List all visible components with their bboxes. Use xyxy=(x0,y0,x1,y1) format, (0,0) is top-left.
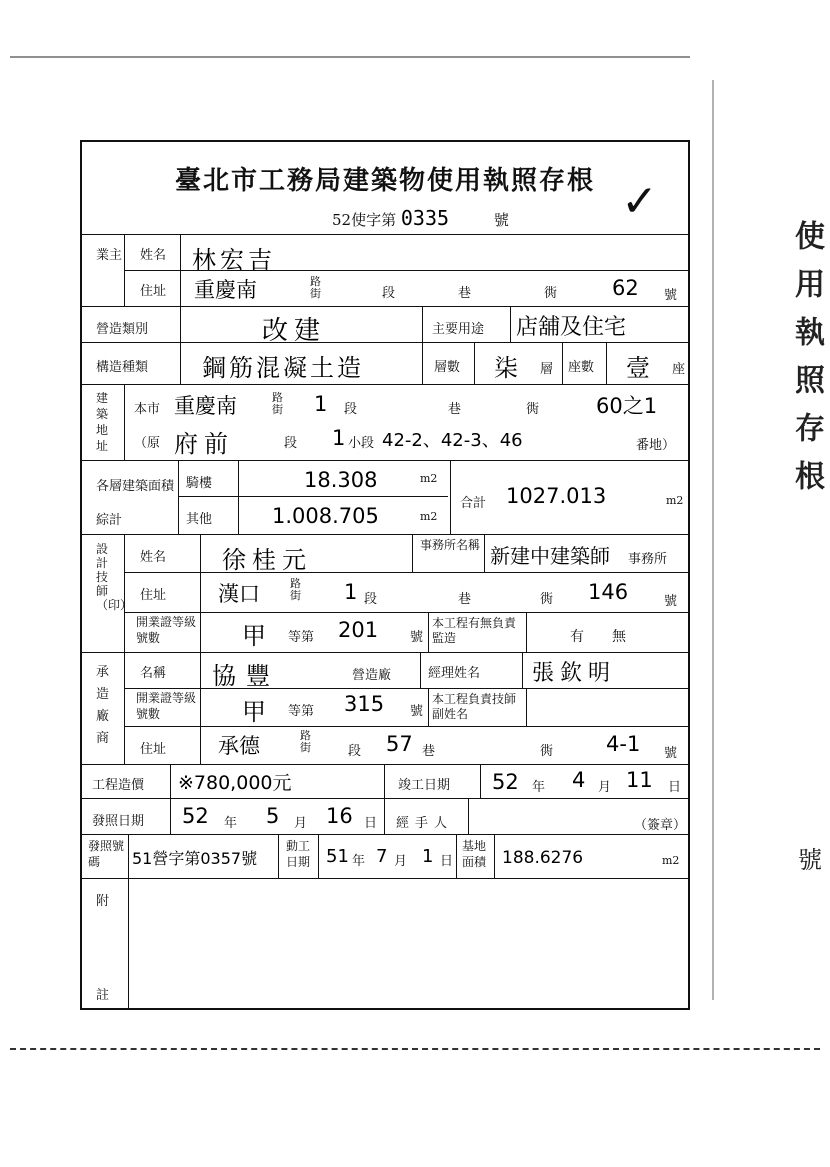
rule-7 xyxy=(82,652,688,653)
permit-number-value: 0335 xyxy=(400,206,450,230)
designer-office-value-divider xyxy=(484,534,485,572)
site-area-unit: m2 xyxy=(662,854,680,867)
owner-name-label: 姓名 xyxy=(140,248,167,263)
designer-house-unit: 號 xyxy=(664,594,678,609)
notes-divider xyxy=(128,878,129,1010)
start-value-divider xyxy=(318,834,319,878)
site-lot-unit: 番地） xyxy=(636,438,676,453)
contractor-lane: 57 xyxy=(386,732,413,756)
designer-license-grade: 甲 xyxy=(242,622,266,650)
designer-divider xyxy=(124,534,125,652)
margin-right-column: 使用執照存根 xyxy=(789,220,824,508)
designer-office: 新建中建築師 xyxy=(490,544,610,568)
area-other-unit: m2 xyxy=(420,510,438,523)
floors-label: 層數 xyxy=(434,360,461,375)
start-label: 動工日期 xyxy=(286,839,311,869)
completion-day: 11 xyxy=(626,768,653,792)
permit-stub-form xyxy=(80,140,690,1010)
owner-address-label: 住址 xyxy=(140,284,167,299)
site-area-value: 188.6276 xyxy=(502,848,584,868)
contractor-engineer-value-divider xyxy=(526,688,527,726)
site-city-prefix: 本市 xyxy=(134,402,161,417)
area-arcade-unit: m2 xyxy=(420,472,438,485)
completion-year-unit: 年 xyxy=(532,780,546,795)
build-permit-value: 51營字第0357號 xyxy=(132,849,258,868)
site-section: 1 xyxy=(314,392,328,416)
designer-name-label: 姓名 xyxy=(140,550,167,565)
seal-label: （簽章） xyxy=(634,818,687,833)
site-road: 重慶南 xyxy=(174,394,237,418)
contractor-name-suffix: 營造廠 xyxy=(352,668,392,683)
designer-license-mid: 等第 xyxy=(288,630,315,645)
build-permit-divider xyxy=(128,834,129,878)
owner-label-divider xyxy=(180,234,181,306)
contractor-engineer-divider xyxy=(428,688,429,726)
contractor-license-no: 315 xyxy=(344,692,385,716)
owner-road: 重慶南 xyxy=(194,278,257,302)
completion-divider xyxy=(384,764,385,798)
issue-day: 16 xyxy=(326,804,353,828)
site-area-divider xyxy=(456,834,457,878)
contractor-house-no: 4-1 xyxy=(606,732,641,756)
site-street-unit: 衖 xyxy=(526,402,540,417)
designer-section-label: 設計技師（印） xyxy=(96,542,133,612)
issue-year: 52 xyxy=(182,804,209,828)
start-month-unit: 月 xyxy=(394,854,408,869)
site-orig-area: 府前 xyxy=(174,430,234,458)
rule-1 xyxy=(82,234,688,235)
floors-value: 柒 xyxy=(494,354,518,382)
issue-day-unit: 日 xyxy=(364,816,378,831)
issue-year-unit: 年 xyxy=(224,816,238,831)
designer-road-label: 路街 xyxy=(290,577,301,602)
designer-section: 1 xyxy=(344,580,358,604)
contractor-license-mid: 等第 xyxy=(288,704,315,719)
owner-name: 林宏吉 xyxy=(192,246,276,274)
issue-divider xyxy=(170,798,171,834)
handler-label: 經手人 xyxy=(396,816,454,831)
issue-month-unit: 月 xyxy=(294,816,308,831)
handler-divider xyxy=(384,798,385,834)
rule-8 xyxy=(82,764,688,765)
owner-road-label: 路街 xyxy=(310,275,321,300)
contractor-rule-1 xyxy=(124,688,688,689)
notes-label-top: 附 xyxy=(96,894,110,909)
contractor-manager-divider xyxy=(420,652,421,688)
contractor-name-label: 名稱 xyxy=(140,666,167,681)
rule-2 xyxy=(82,306,688,307)
main-use-divider xyxy=(422,306,423,342)
designer-license-unit: 號 xyxy=(410,630,424,645)
basement-unit: 座 xyxy=(672,362,686,377)
contractor-street-unit: 衖 xyxy=(540,744,554,759)
owner-section-label: 業主 xyxy=(96,248,123,263)
structure-value: 鋼筋混凝土造 xyxy=(202,354,364,382)
completion-month-unit: 月 xyxy=(598,780,612,795)
rule-11 xyxy=(82,878,688,879)
site-section-unit: 段 xyxy=(344,402,358,417)
issue-month: 5 xyxy=(266,804,280,828)
designer-house-no: 146 xyxy=(588,580,629,604)
site-lane-unit: 巷 xyxy=(448,402,462,417)
floors-value-divider xyxy=(474,342,475,384)
area-arcade-label: 騎樓 xyxy=(186,476,213,491)
contractor-divider xyxy=(124,652,125,764)
designer-license-no: 201 xyxy=(338,618,379,642)
contractor-license-unit: 號 xyxy=(410,704,424,719)
rule-10 xyxy=(82,834,688,835)
contractor-license-grade: 甲 xyxy=(242,698,266,726)
designer-address-label: 住址 xyxy=(140,588,167,603)
start-day: 1 xyxy=(422,846,434,867)
designer-office-suffix: 事務所 xyxy=(628,552,668,567)
completion-year: 52 xyxy=(492,770,519,794)
contractor-road: 承德 xyxy=(218,734,260,758)
handler-value-divider xyxy=(468,798,469,834)
site-lot-numbers: 42-2、42-3、46 xyxy=(382,430,523,451)
floors-unit: 層 xyxy=(540,362,554,377)
completion-label: 竣工日期 xyxy=(398,778,451,793)
contractor-manager-value-divider xyxy=(522,652,523,688)
designer-office-label: 事務所名稱 xyxy=(420,538,481,552)
basement-divider xyxy=(562,342,563,384)
completion-value-divider xyxy=(480,764,481,798)
area-arcade-value: 18.308 xyxy=(304,468,378,492)
designer-road: 漢口 xyxy=(218,582,260,606)
contractor-house-unit: 號 xyxy=(664,746,678,761)
site-house-no: 60之1 xyxy=(596,394,658,418)
designer-name: 徐桂元 xyxy=(222,546,312,574)
area-total-unit: m2 xyxy=(666,494,684,507)
contractor-manager-label: 經理姓名 xyxy=(428,666,481,681)
area-other-value: 1.008.705 xyxy=(272,504,379,528)
site-label: 建築地址 xyxy=(96,391,109,453)
rule-5 xyxy=(82,460,688,461)
area-label: 各層建築面積綜計 xyxy=(96,479,175,528)
scan-bottom-rule xyxy=(10,1048,820,1050)
rule-4 xyxy=(82,384,688,385)
contractor-section-unit: 段 xyxy=(348,744,362,759)
designer-lane-unit: 巷 xyxy=(458,592,472,607)
start-year: 51 xyxy=(326,846,349,867)
contractor-label-divider xyxy=(200,652,201,764)
floors-divider xyxy=(422,342,423,384)
category-divider xyxy=(180,306,181,384)
contractor-rule-2 xyxy=(124,726,688,727)
owner-lane-unit: 巷 xyxy=(458,286,472,301)
area-mid-rule xyxy=(178,496,448,497)
contractor-road-label: 路街 xyxy=(300,729,311,754)
designer-supervise-value-divider xyxy=(526,612,527,652)
contractor-name: 協豐 xyxy=(212,662,280,690)
basement-value-divider xyxy=(606,342,607,384)
site-orig-section-unit: 段 xyxy=(284,436,298,451)
permit-number-prefix: 52使字第 xyxy=(332,211,397,229)
site-area-label: 基地面積 xyxy=(462,839,487,869)
area-total-label: 合計 xyxy=(460,496,487,511)
designer-supervise-value: 有 無 xyxy=(570,629,626,645)
area-other-label: 其他 xyxy=(186,512,213,527)
designer-supervise-label: 本工程有無負責監造 xyxy=(432,616,517,645)
start-month: 7 xyxy=(376,846,388,867)
owner-section-unit: 段 xyxy=(382,286,396,301)
check-mark-icon: ✓ xyxy=(621,176,658,227)
site-road-label: 路街 xyxy=(272,391,283,416)
area-divider xyxy=(178,460,179,534)
completion-day-unit: 日 xyxy=(668,780,682,795)
owner-street-unit: 衖 xyxy=(544,286,558,301)
start-day-unit: 日 xyxy=(440,854,454,869)
site-area-value-divider xyxy=(494,834,495,878)
rule-9 xyxy=(82,798,688,799)
contractor-section-label: 承造廠商 xyxy=(96,665,110,746)
margin-right-bottom: 號 xyxy=(798,846,822,874)
permit-number xyxy=(332,206,509,230)
rule-3 xyxy=(82,342,688,343)
designer-street-unit: 衖 xyxy=(540,592,554,607)
designer-section-unit: 段 xyxy=(364,592,378,607)
category-value: 改建 xyxy=(262,316,327,346)
start-divider xyxy=(278,834,279,878)
start-year-unit: 年 xyxy=(352,854,366,869)
designer-supervise-divider xyxy=(428,612,429,652)
owner-house-unit: 號 xyxy=(664,288,678,303)
document-title: 臺北市工務局建築物使用執照存根 xyxy=(174,166,595,196)
designer-rule-1 xyxy=(124,572,688,573)
designer-license-label: 開業證等級號數 xyxy=(136,615,197,645)
scan-edge-right xyxy=(712,80,714,1000)
cost-divider xyxy=(170,764,171,798)
cost-value: ※780,000元 xyxy=(178,772,292,794)
contractor-manager: 張欽明 xyxy=(532,661,617,686)
category-label: 營造類別 xyxy=(96,322,149,337)
designer-rule-2 xyxy=(124,612,688,613)
designer-label-divider xyxy=(200,534,201,652)
contractor-lane-unit: 巷 xyxy=(422,744,436,759)
notes-label-bottom: 註 xyxy=(96,988,110,1003)
site-orig-prefix: （原 xyxy=(134,436,161,451)
cost-label: 工程造價 xyxy=(92,778,145,793)
owner-house-no: 62 xyxy=(612,276,639,300)
main-use-label: 主要用途 xyxy=(432,322,485,337)
site-sub-section: 1 xyxy=(332,426,346,450)
completion-month: 4 xyxy=(572,768,586,792)
main-use-value-divider xyxy=(510,306,511,342)
main-use-value: 店舖及住宅 xyxy=(516,315,627,340)
designer-office-divider xyxy=(412,534,413,572)
build-permit-label: 發照號碼 xyxy=(88,839,125,869)
site-divider xyxy=(124,384,125,460)
basement-value: 壹 xyxy=(626,354,650,382)
structure-label: 構造種類 xyxy=(96,360,149,375)
site-sub-section-unit: 小段 xyxy=(348,436,375,451)
contractor-address-label: 住址 xyxy=(140,742,167,757)
scan-edge-top xyxy=(10,56,690,58)
basement-label: 座數 xyxy=(568,360,595,375)
area-label-divider xyxy=(238,460,239,534)
contractor-license-label: 開業證等級號數 xyxy=(136,691,197,721)
permit-number-suffix: 號 xyxy=(493,211,509,229)
area-total-value: 1027.013 xyxy=(506,484,607,508)
area-total-divider xyxy=(450,460,451,534)
issue-label: 發照日期 xyxy=(92,814,145,829)
contractor-engineer-label: 本工程負責技師副姓名 xyxy=(432,692,517,721)
